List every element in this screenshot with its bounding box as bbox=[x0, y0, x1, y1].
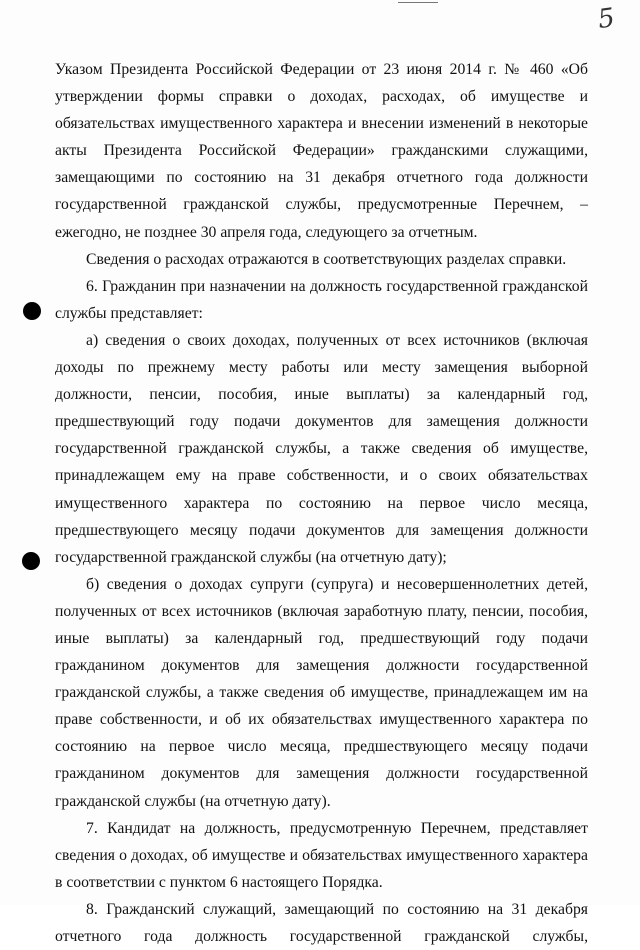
handwritten-page-number: 5 bbox=[595, 2, 617, 36]
paragraph-expenses: Сведения о расходах отражаются в соответствующих разделах справки. bbox=[86, 250, 567, 268]
punch-hole-top bbox=[23, 302, 41, 320]
punch-hole-bottom bbox=[22, 552, 40, 570]
document-body bbox=[55, 56, 588, 950]
paragraph-item-6b: б) сведения о доходах супруги (супруга) и несовершеннолетних детей, полученных от всех источников (включая заработную плату, пенсии, пособия, иные выплаты) за календарный год, предшествующий году подачи гражданином документов для замещения должности государственной гражданской службы, а также сведения об имуществе, принадлежащем им на праве собственности, и об их обязательствах имущественного характера по состоянию на первое число месяца, предшествующего месяцу подачи гражданином документов для замещения должности государственной гражданской службы (на отчетную дату). bbox=[55, 575, 588, 810]
paragraph-item-6: 6. Гражданин при назначении на должность государственной гражданской службы представляет: bbox=[55, 277, 588, 322]
paragraph-item-8: 8. Гражданский служащий, замещающий по состоянию на 31 декабря отчетного года должность государственной гражданской службы, bbox=[55, 900, 588, 945]
paragraph-decree-continuation: Указом Президента Российской Федерации от 23 июня 2014 г. № 460 «Об утверждении формы справки о доходах, расходах, об имуществе и обязательствах имущественного характера и внесении изменений в некоторые акты Президента Российской Федерации» гражданскими служащими, замещающими по состоянию на 31 декабря отчетного года должности государственной гражданской службы, предусмотренные Перечнем, – ежегодно, не позднее 30 апреля года, следующего за отчетным. bbox=[55, 61, 588, 241]
paragraph-item-7: 7. Кандидат на должность, предусмотренную Перечнем, представляет сведения о доходах, об имуществе и обязательствах имущественного характера в соответствии с пунктом 6 настоящего Порядка. bbox=[55, 819, 588, 891]
paragraph-item-6a: а) сведения о своих доходах, полученных от всех источников (включая доходы по прежнему месту работы или месту замещения выборной должности, пенсии, пособия, иные выплаты) за календарный год, предшествующий году подачи документов для замещения должности государственной гражданской службы, а также сведения об имуществе, принадлежащем ему на праве собственности, и о своих обязательствах имущественного характера по состоянию на первое число месяца, предшествующего месяцу подачи документов для замещения должности государственной гражданской службы (на отчетную дату); bbox=[55, 331, 588, 566]
top-rule-mark bbox=[398, 2, 438, 3]
